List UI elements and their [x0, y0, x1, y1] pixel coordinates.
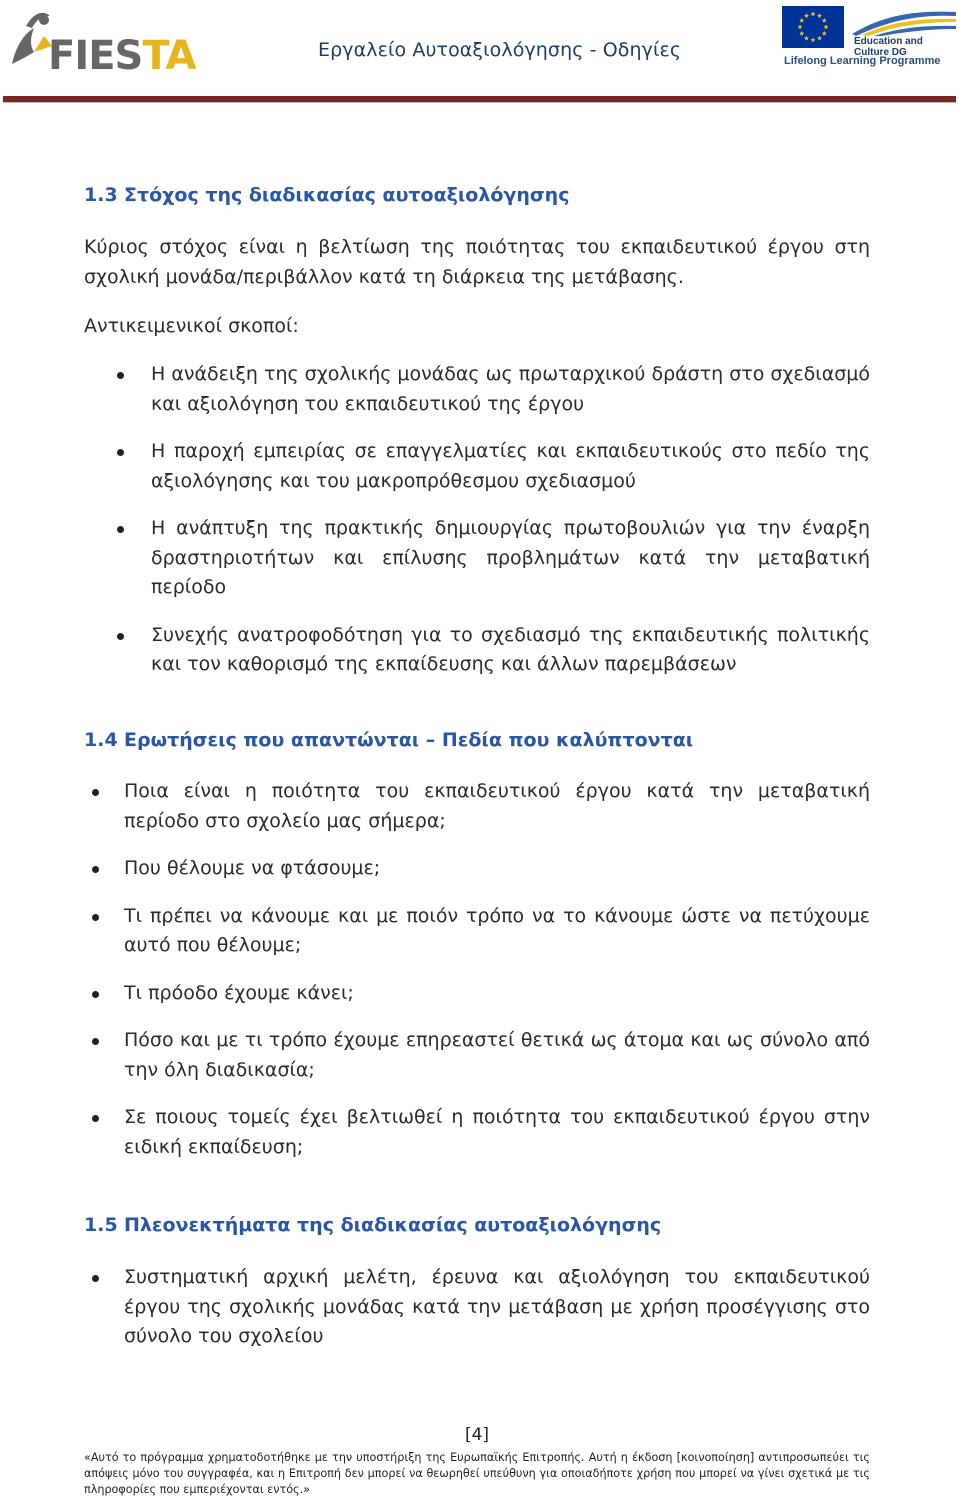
- bullet-icon: [117, 372, 124, 379]
- list-item: Ποια είναι η ποιότητα του εκπαιδευτικού έργου κατά την μεταβατική περίοδο στο σχολείο μας σήμερα;: [124, 777, 870, 836]
- bullet-icon: [117, 526, 124, 533]
- section-number: 1.4: [84, 729, 118, 751]
- list-item: Η ανάπτυξη της πρακτικής δημιουργίας πρωτοβουλιών για την έναρξη δραστηριοτήτων και επίλυσης προβλημάτων κατά την μεταβατική περίοδο: [151, 514, 870, 603]
- lifelong-learning-label: Lifelong Learning Programme: [784, 55, 941, 67]
- objectives-list: [151, 360, 870, 680]
- section-title: Ερωτήσεις που απαντώνται – Πεδία που καλύπτονται: [124, 729, 694, 751]
- bullet-icon: [92, 914, 99, 921]
- bullet-icon: [117, 633, 124, 640]
- list-item: Σε ποιους τομείς έχει βελτιωθεί η ποιότητα του εκπαιδευτικού έργου στην ειδική εκπαίδευση;: [124, 1103, 870, 1162]
- education-culture-label: Education and Culture DG: [854, 36, 923, 58]
- list-item: Τι πρόοδο έχουμε κάνει;: [124, 979, 870, 1009]
- page-header: [0, 0, 960, 104]
- education-culture-swoosh-icon: [852, 6, 956, 36]
- list-item: Συνεχής ανατροφοδότηση για το σχεδιασμό της εκπαιδευτικής πολιτικής και τον καθορισμό της εκπαίδευσης και άλλων παρεμβάσεων: [151, 621, 870, 680]
- bullet-icon: [92, 866, 99, 873]
- questions-list: [124, 777, 870, 1162]
- section-title: Στόχος της διαδικασίας αυτοαξιολόγησης: [124, 184, 570, 206]
- section-1-3-intro: Κύριος στόχος είναι η βελτίωση της ποιότητας του εκπαιδευτικού έργου στη σχολική μονάδα/περιβάλλον κατά τη διάρκεια της μετάβασης.: [84, 236, 870, 288]
- section-number: 1.3: [84, 184, 118, 206]
- list-item: Συστηματική αρχική μελέτη, έρευνα και αξιολόγηση του εκπαιδευτικού έργου της σχολικής μονάδας κατά την μετάβαση με χρήση προσέγγισης στο σύνολο του σχολείου: [124, 1263, 870, 1352]
- bullet-icon: [92, 789, 99, 796]
- bullet-icon: [92, 1038, 99, 1045]
- fiesta-logo: [4, 6, 196, 79]
- list-item: Η παροχή εμπειρίας σε επαγγελματίες και εκπαιδευτικούς στο πεδίο της αξιολόγησης και του μακροπρόθεσμου σχεδιασμού: [151, 437, 870, 496]
- svg-text:FIESTA: FIESTA: [48, 33, 196, 79]
- list-item: Τι πρέπει να κάνουμε και με ποιόν τρόπο να το κάνουμε ώστε να πετύχουμε αυτό που θέλουμε;: [124, 902, 870, 961]
- header-divider-shadow: [3, 102, 956, 103]
- list-item: Η ανάδειξη της σχολικής μονάδας ως πρωταρχικού δράστη στο σχεδιασμό και αξιολόγηση του εκπαιδευτικού της έργου: [151, 360, 870, 419]
- document-title: Εργαλείο Αυτοαξιολόγησης - Οδηγίες: [318, 39, 682, 61]
- section-1-4-heading: [84, 729, 693, 751]
- page-number: [4]: [464, 1425, 490, 1445]
- list-item: Που θέλουμε να φτάσουμε;: [124, 854, 870, 884]
- bullet-icon: [92, 1275, 99, 1282]
- section-1-3-heading: [84, 184, 569, 206]
- advantages-list: [124, 1263, 870, 1352]
- bullet-icon: [117, 449, 124, 456]
- section-number: 1.5: [84, 1214, 118, 1236]
- section-title: Πλεονεκτήματα της διαδικασίας αυτοαξιολόγησης: [124, 1214, 662, 1236]
- eu-flag-icon: [782, 6, 844, 48]
- bullet-icon: [92, 991, 99, 998]
- list-item: Πόσο και με τι τρόπο έχουμε επηρεαστεί θετικά ως άτομα και ως σύνολο από την όλη διαδικασία;: [124, 1026, 870, 1085]
- funding-disclaimer: «Αυτό το πρόγραμμα χρηματοδοτήθηκε με την υποστήριξη της Ευρωπαϊκής Επιτροπής. Αυτή η έκδοση [κοινοποίηση] αντιπροσωπεύει τις απόψεις μόνο του συγγραφέα, και η Επιτροπή δεν μπορεί να θεωρηθεί υπεύθυνη για οποιαδήποτε χρήση που μπορεί να γίνει σχετικά με τις πληροφορίες που εμπεριέχονται εντός.»: [84, 1451, 870, 1496]
- fiesta-f: F: [48, 33, 75, 79]
- section-1-5-heading: [84, 1214, 661, 1236]
- bullet-icon: [92, 1115, 99, 1122]
- objectives-label: Αντικειμενικοί σκοποί:: [84, 315, 299, 337]
